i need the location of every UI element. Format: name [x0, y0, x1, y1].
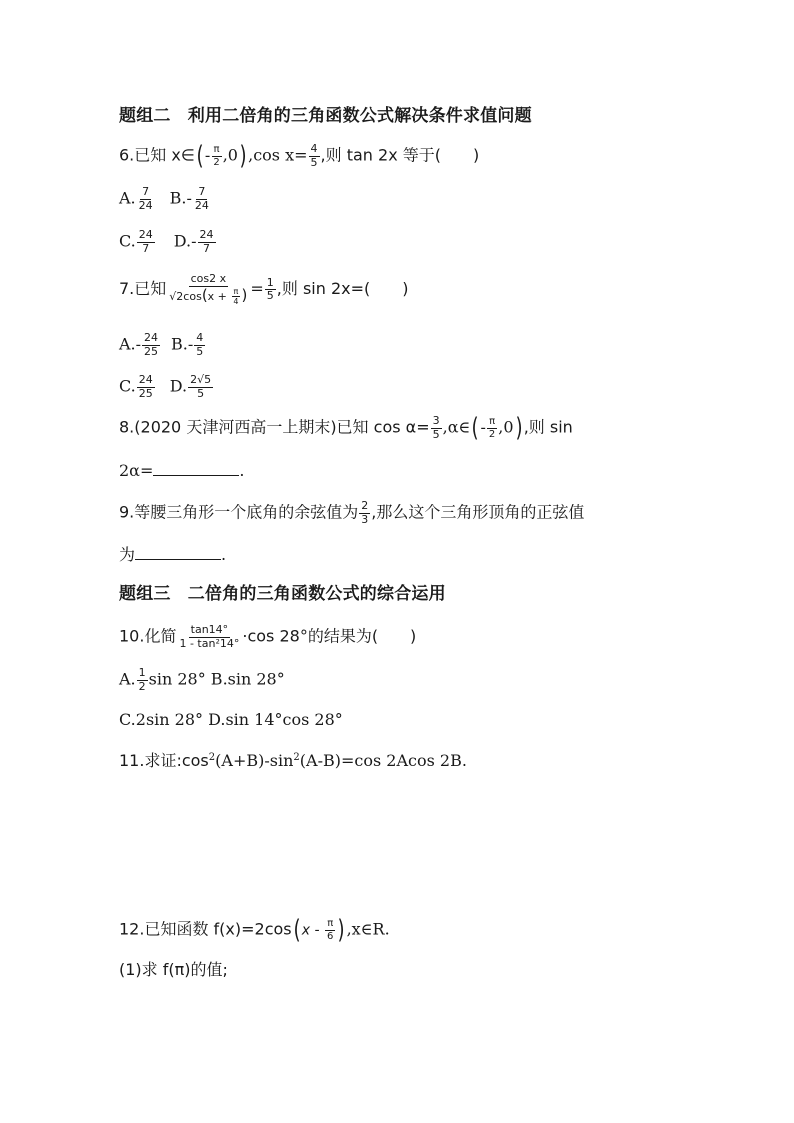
q11-part-c: (A-B)=cos 2Acos 2B.	[299, 751, 467, 770]
option-b-label: B.-	[171, 334, 194, 354]
q8-line2-text: 2α=	[119, 461, 154, 480]
q12-suffix: ,x∈R.	[346, 919, 390, 939]
frac-num: 24	[138, 373, 153, 386]
question-9	[119, 500, 584, 526]
question-12	[119, 917, 390, 943]
q6-neg: -	[204, 145, 211, 165]
frac-den: 2	[138, 679, 146, 693]
frac-num: 2	[361, 499, 369, 512]
q12-pi-over-6	[325, 918, 335, 942]
question-7	[119, 273, 409, 306]
option-a-label: A.	[119, 669, 136, 689]
q10-fraction	[177, 624, 241, 650]
frac-num: 2√5	[190, 373, 212, 386]
option-c-label: C.	[119, 231, 136, 251]
option-c-fraction	[137, 374, 155, 400]
frac-num: 7	[142, 185, 150, 198]
option-b-label: B.-	[169, 188, 192, 208]
q8-interval-fraction	[487, 416, 497, 440]
frac-den: 2	[213, 156, 220, 168]
q6-interval-fraction	[211, 144, 221, 168]
left-paren: (	[293, 915, 301, 945]
frac-den: 2	[488, 428, 496, 440]
section-title-group3: 题组三 二倍角的三角函数公式的综合运用	[119, 584, 446, 604]
left-paren: (	[471, 413, 479, 444]
q6-options-ab	[119, 186, 212, 212]
frac-num: 1	[266, 275, 274, 289]
q11-part-a: 11.求证:cos	[119, 751, 209, 770]
frac-num: π	[213, 144, 220, 156]
q10-options-ab	[119, 667, 285, 693]
frac-den: 4	[233, 297, 239, 307]
q7-rhs-fraction	[265, 277, 276, 303]
frac-num: tan14°	[190, 623, 229, 636]
frac-den: 24	[194, 198, 209, 212]
q6-mid: ,cos x=	[248, 145, 308, 165]
q9-line2	[119, 547, 226, 563]
frac-den: 25	[138, 386, 153, 400]
q8-suffix: ,则 sin	[523, 417, 573, 437]
q12-part1	[119, 962, 228, 978]
q7-options-ab	[119, 332, 206, 358]
frac-den: 5	[196, 344, 204, 358]
option-a-fraction	[142, 332, 160, 358]
question-6	[119, 141, 480, 172]
answer-blank[interactable]	[135, 547, 221, 560]
q7-options-cd	[119, 374, 214, 400]
q8-zero: ,0	[498, 417, 514, 437]
q11-superscript: 2	[293, 752, 300, 763]
q12-prefix: 12.已知函数 f(x)=2cos	[119, 919, 292, 939]
q8-cos-fraction	[431, 415, 442, 441]
option-a-fraction	[137, 667, 148, 693]
frac-num: π	[327, 918, 334, 929]
den-sqrt-cos: √2cos	[169, 289, 202, 303]
q10-suffix: ·cos 28°的结果为( )	[242, 626, 417, 646]
frac-den: 24	[138, 198, 153, 212]
option-a-label: A.-	[119, 334, 142, 354]
option-a-fraction	[137, 186, 155, 212]
option-d-fraction	[198, 229, 216, 255]
q8-end: .	[239, 461, 245, 480]
question-11	[119, 753, 467, 769]
frac-num: cos2 x	[190, 272, 227, 285]
q8-line2	[119, 463, 244, 479]
frac-den: 5	[266, 289, 274, 303]
option-ab-text: sin 28° B.sin 28°	[148, 669, 285, 689]
q8-mid: ,α∈	[442, 417, 471, 437]
right-paren: )	[515, 413, 523, 444]
q6-options-cd	[119, 229, 217, 255]
q6-zero: ,0	[222, 145, 238, 165]
q6-cos-fraction	[309, 143, 320, 169]
q6-suffix: ,则 tan 2x 等于( )	[320, 145, 480, 165]
den-pi-over-4	[231, 287, 240, 306]
left-paren: (	[196, 141, 204, 172]
frac-num: 24	[144, 331, 159, 344]
q9-fraction	[359, 500, 370, 526]
option-d-label: D.	[169, 376, 188, 396]
q8-neg: -	[480, 417, 486, 437]
q12-part1-text: (1)求 f(π)的值;	[119, 960, 228, 979]
q12-x: x -	[301, 922, 325, 939]
q7-eq: =	[250, 279, 264, 299]
frac-den: 5	[432, 427, 440, 441]
den-x: x +	[207, 289, 231, 303]
q9-line2-text: 为	[119, 545, 136, 564]
frac-den: √2cos(x + $\frac{\pi}{4}$ )	[169, 285, 248, 307]
answer-blank[interactable]	[153, 463, 239, 476]
frac-den: 6	[327, 930, 334, 942]
q10-prefix: 10.化简	[119, 626, 177, 646]
frac-num: π	[489, 416, 496, 428]
q9-end: .	[221, 545, 227, 564]
right-paren: )	[239, 141, 247, 172]
frac-den: 3	[361, 512, 369, 526]
frac-num: 24	[199, 228, 214, 241]
frac-num: 7	[198, 185, 206, 198]
frac-num: 1	[138, 666, 146, 679]
frac-num: π	[233, 286, 239, 296]
q10-options-cd: C.2sin 28° D.sin 14°cos 28°	[119, 710, 343, 729]
q11-superscript: 2	[208, 752, 216, 763]
frac-den: 7	[203, 241, 211, 255]
q11-part-b: (A+B)-sin	[215, 751, 294, 770]
section-title-group2: 题组二 利用二倍角的三角函数公式解决条件求值问题	[119, 106, 532, 126]
option-a-label: A.	[119, 188, 136, 208]
q9-prefix: 9.等腰三角形一个底角的余弦值为	[119, 502, 359, 522]
option-b-fraction	[194, 332, 205, 358]
right-paren: )	[337, 915, 346, 945]
option-d-fraction	[188, 374, 213, 400]
q6-prefix: 6.已知 x∈	[119, 145, 195, 165]
question-8	[119, 413, 573, 444]
frac-num: 3	[432, 414, 440, 427]
frac-den: 7	[142, 241, 150, 255]
q8-prefix: 8.(2020 天津河西高一上期末)已知 cos α=	[119, 417, 430, 437]
option-c-fraction	[137, 229, 155, 255]
frac-den: 25	[144, 344, 159, 358]
frac-num: 4	[310, 142, 318, 155]
frac-den: 1 - tan²14°	[179, 636, 240, 650]
frac-den: 5	[310, 155, 318, 169]
question-10	[119, 624, 416, 650]
q7-suffix: ,则 sin 2x=( )	[276, 279, 409, 299]
frac-num: 4	[196, 331, 204, 344]
option-b-fraction	[193, 186, 211, 212]
frac-den: 5	[197, 386, 205, 400]
option-d-label: D.-	[173, 231, 197, 251]
q7-prefix: 7.已知	[119, 279, 167, 299]
option-c-label: C.	[119, 376, 136, 396]
frac-num: 24	[138, 228, 153, 241]
q7-main-fraction	[167, 273, 249, 306]
q9-suffix: ,那么这个三角形顶角的正弦值	[371, 502, 585, 522]
